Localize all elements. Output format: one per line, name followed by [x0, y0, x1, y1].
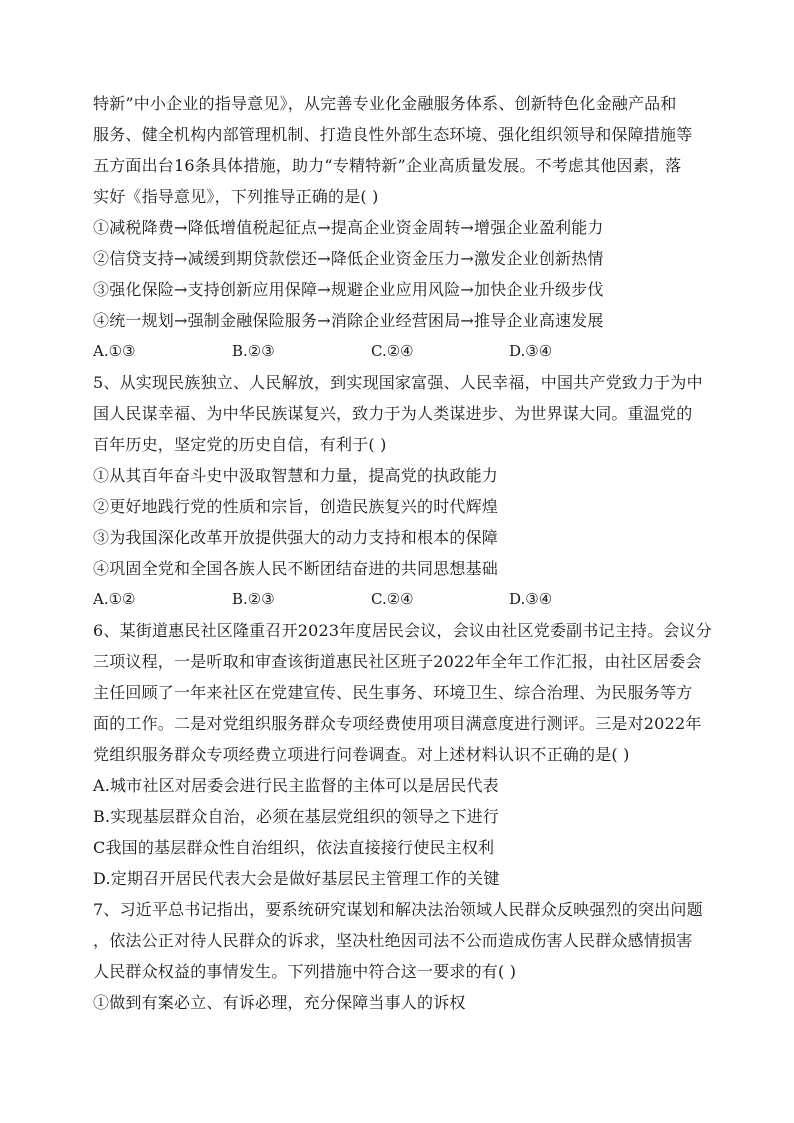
choice-b: B.②③: [232, 590, 275, 608]
question-4-choices: [93, 336, 713, 367]
question-4-item: ④统一规划→强制金融保险服务→消除企业经营困局→推导企业高速发展: [93, 311, 604, 330]
exam-page: [93, 88, 713, 1018]
question-5-stem-line: 国人民谋幸福、为中华民族谋复兴，致力于为人类谋进步、为世界谋大同。重温党的: [93, 404, 693, 423]
question-7-stem-line: ，依法公正对待人民群众的诉求，坚决杜绝因司法不公而造成伤害人民群众感情损害: [93, 931, 693, 950]
choice-a: A.①③: [93, 342, 136, 360]
question-4: [93, 88, 713, 367]
question-6-option-d: D.定期召开居民代表大会是做好基层民主管理工作的关键: [93, 869, 500, 888]
question-7-item: ①做到有案必立、有诉必理，充分保障当事人的诉权: [93, 993, 466, 1012]
question-4-item: ③强化保险→支持创新应用保障→规避企业应用风险→加快企业升级步伐: [93, 280, 604, 299]
question-5-item: ①从其百年奋斗史中汲取智慧和力量，提高党的执政能力: [93, 466, 499, 485]
question-6-stem-line: 主任回顾了一年来社区在党建宣传、民生事务、环境卫生、综合治理、为民服务等方: [93, 683, 693, 702]
choice-b: B.②③: [232, 342, 275, 360]
question-5-item: ②更好地践行党的性质和宗旨，创造民族复兴的时代辉煌: [93, 497, 499, 516]
question-6-stem-line: 党组织服务群众专项经费立项进行问卷调查。对上述材料认识不正确的是( ): [93, 745, 630, 764]
question-4-item: ①减税降费→降低增值税起征点→提高企业资金周转→增强企业盈利能力: [93, 218, 604, 237]
question-4-stem-line: 特新”中小企业的指导意见》，从完善专业化金融服务体系、创新特色化金融产品和: [93, 94, 677, 113]
question-5: [93, 367, 713, 615]
question-5-stem-line: 百年历史，坚定党的历史自信，有利于( ): [93, 435, 387, 454]
choice-a: A.①②: [93, 590, 136, 608]
question-6: [93, 615, 713, 894]
question-6-stem-line: 三项议程，一是听取和审查该街道惠民社区班子2022年全年工作汇报，由社区居委会: [93, 652, 702, 671]
choice-d: D.③④: [509, 590, 553, 608]
question-5-choices: [93, 584, 713, 615]
question-5-item: ③为我国深化改革开放提供强大的动力支持和根本的保障: [93, 528, 499, 547]
question-5-item: ④巩固全党和全国各族人民不断团结奋进的共同思想基础: [93, 559, 499, 578]
question-6-option-c: C我国的基层群众性自治组织，依法直接接行使民主权利: [93, 838, 495, 857]
choice-c: C.②④: [371, 590, 414, 608]
question-7-stem-line: 7、习近平总书记指出，要系统研究谋划和解决法治领域人民群众反映强烈的突出问题: [93, 900, 703, 919]
question-4-stem-line: 五方面出台16条具体措施，助力“专精特新”企业高质量发展。不考虑其他因素，落: [93, 156, 682, 175]
question-6-option-b: B.实现基层群众自治，必须在基层党组织的领导之下进行: [93, 807, 500, 826]
question-4-item: ②信贷支持→减缓到期贷款偿还→降低企业资金压力→激发企业创新热情: [93, 249, 604, 268]
question-6-option-a: A.城市社区对居委会进行民主监督的主体可以是居民代表: [93, 776, 499, 795]
question-6-stem-line: 面的工作。二是对党组织服务群众专项经费使用项目满意度进行测评。三是对2022年: [93, 714, 702, 733]
choice-d: D.③④: [509, 342, 553, 360]
question-6-stem-line: 6、某街道惠民社区隆重召开2023年度居民会议，会议由社区党委副书记主持。会议分: [93, 621, 712, 640]
question-5-stem-line: 5、从实现民族独立、人民解放，到实现国家富强、人民幸福，中国共产党致力于为中: [93, 373, 703, 392]
question-4-stem-line: 服务、健全机构内部管理机制、打造良性外部生态环境、强化组织领导和保障措施等: [93, 125, 693, 144]
choice-c: C.②④: [371, 342, 414, 360]
question-7: [93, 894, 713, 1018]
question-4-stem-line: 实好《指导意见》，下列推导正确的是( ): [93, 187, 379, 206]
question-7-stem-line: 人民群众权益的事情发生。下列措施中符合这一要求的有( ): [93, 962, 517, 981]
